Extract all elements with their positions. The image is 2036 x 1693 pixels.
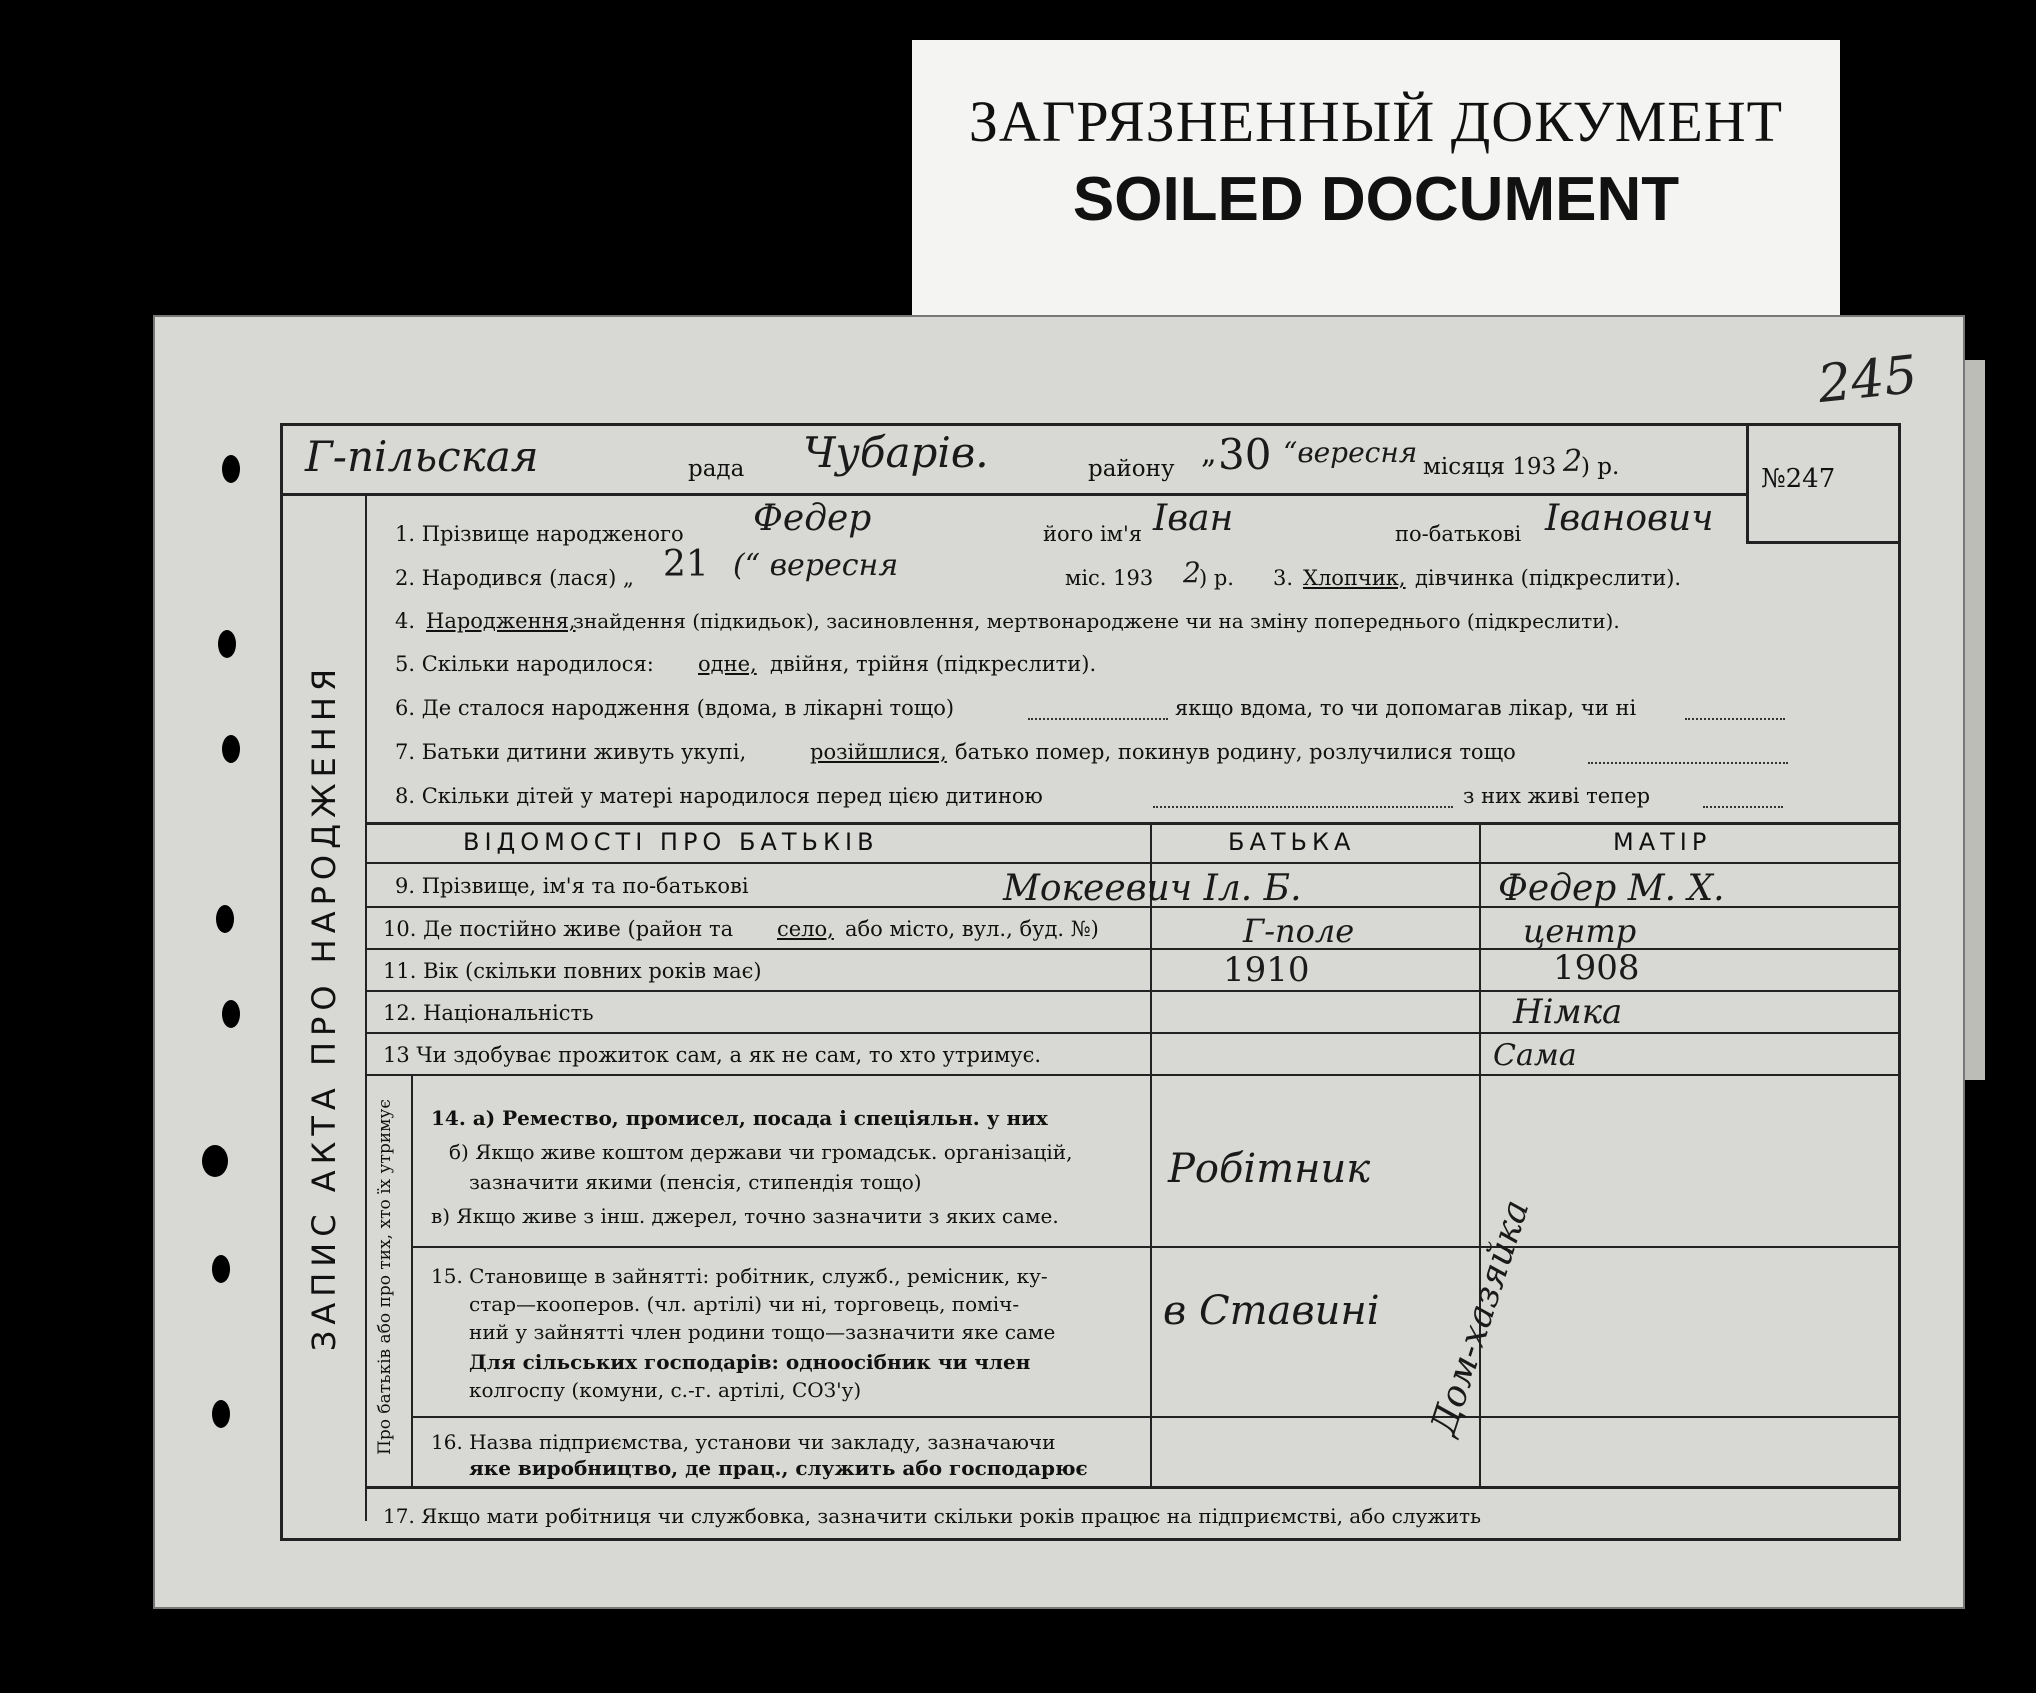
- mother-column-head: МАТІР: [1613, 828, 1712, 856]
- record-number-box: [1746, 426, 1901, 544]
- line-8-mid: з них живі тепер: [1463, 784, 1651, 808]
- label-english: SOILED DOCUMENT: [1072, 165, 1680, 234]
- row-14a: 14. а) Ремество, промисел, посада і спеціяльн. у них: [431, 1106, 1048, 1130]
- year-handwritten: 2: [1563, 444, 1583, 479]
- page-number: 245: [1815, 344, 1921, 416]
- row-line: [365, 948, 1898, 950]
- line-3-num: 3.: [1273, 566, 1294, 590]
- row-13-label: 13 Чи здобуває прожиток сам, а як не сам, то хто утримує.: [383, 1043, 1042, 1067]
- father-name: Мокеевич Іл. Б.: [1003, 868, 1302, 909]
- row-14b-2: зазначити якими (пенсія, стипендія тощо): [469, 1170, 922, 1194]
- father-col-line: [1150, 822, 1152, 1486]
- form-frame: [280, 423, 1901, 1541]
- row-line: [411, 1416, 1898, 1418]
- row-11-label: 11. Вік (скільки повних років має): [383, 959, 762, 983]
- row-15-2: стар—кооперов. (чл. артілі) чи ні, торговець, поміч-: [469, 1292, 1020, 1316]
- line-4-rest: знайдення (підкидьок), засиновлення, мертвонароджене чи на зміну попереднього (підкреслити).: [573, 609, 1620, 633]
- mother-age: 1908: [1553, 948, 1640, 988]
- line-6-dots-end: [1685, 718, 1785, 720]
- line-8-dots-end: [1703, 806, 1783, 808]
- month-label: місяця 193: [1423, 454, 1557, 480]
- margin-mark: [212, 1400, 230, 1428]
- side-title-column: [283, 493, 367, 1521]
- row-line: [365, 1074, 1898, 1076]
- margin-mark: [222, 455, 240, 483]
- line-2-label: 2. Народився (лася) „: [395, 566, 634, 590]
- line-7-separated: розійшлися,: [810, 740, 947, 764]
- child-patronymic-label: по-батькові: [1395, 522, 1522, 546]
- line-7-dots: [1588, 762, 1788, 764]
- row-14b-1: б) Якщо живе коштом держави чи громадськ. організацій,: [449, 1140, 1073, 1164]
- line-4-birth: Народження,: [426, 609, 576, 633]
- side-title: ЗАПИС АКТА ПРО НАРОДЖЕННЯ: [305, 662, 343, 1352]
- child-name: Іван: [1153, 498, 1234, 539]
- table-top-line: [365, 822, 1898, 825]
- row-15-4: Для сільських господарів: одноосібник чи член: [469, 1350, 1031, 1374]
- side-subtitle-column: [362, 1072, 408, 1482]
- line-6-rest: якщо вдома, то чи допомагав лікар, чи ні: [1175, 696, 1637, 720]
- line-8-dots: [1153, 806, 1453, 808]
- soiled-document-label: [912, 40, 1840, 340]
- row-10-village: село,: [777, 917, 834, 941]
- child-patronymic: Іванович: [1545, 498, 1714, 539]
- line-3-rest: дівчинка (підкреслити).: [1415, 566, 1682, 590]
- row-10-label: 10. Де постійно живе (район та: [383, 917, 734, 941]
- father-occupation: Робітник: [1168, 1146, 1371, 1192]
- row-line: [411, 1246, 1898, 1248]
- line-5-single: одне,: [698, 652, 757, 676]
- table-head-line: [365, 862, 1898, 864]
- sub-col-line: [411, 1074, 413, 1486]
- margin-mark: [202, 1145, 228, 1177]
- birth-month: (“ вересня: [733, 548, 899, 583]
- row-16-1: 16. Назва підприємства, установи чи закладу, зазначаючи: [431, 1430, 1056, 1454]
- district-handwritten: Чубарів.: [803, 428, 989, 477]
- line-6-label: 6. Де сталося народження (вдома, в лікарні тощо): [395, 696, 955, 720]
- row-15-1: 15. Становище в зайнятті: робітник, служб., ремісник, ку-: [431, 1264, 1048, 1288]
- row-12-label: 12. Національність: [383, 1001, 594, 1025]
- council-handwritten: Г-пільская: [305, 432, 539, 481]
- line-1-label: 1. Прізвище народженого: [395, 522, 684, 546]
- margin-mark: [222, 735, 240, 763]
- child-surname: Федер: [753, 498, 872, 539]
- mother-occupation: Дом-хазяйка: [1422, 1195, 1538, 1441]
- info-column-head: ВІДОМОСТІ ПРО БАТЬКІВ: [463, 828, 879, 856]
- year-suffix: ) р.: [1581, 454, 1620, 480]
- row-10-rest: або місто, вул., буд. №): [845, 917, 1099, 941]
- row-line: [365, 1032, 1898, 1034]
- mother-residence: центр: [1523, 912, 1637, 950]
- line-6-dots: [1028, 718, 1168, 720]
- row-9-label: 9. Прізвище, ім'я та по-батькові: [395, 874, 749, 898]
- row-15-3: ний у зайнятті член родини тощо—зазначити яке саме: [469, 1320, 1056, 1344]
- margin-mark: [218, 630, 236, 658]
- row-line: [365, 1486, 1898, 1489]
- father-age: 1910: [1223, 950, 1310, 990]
- line-5-rest: двійня, трійня (підкреслити).: [770, 652, 1097, 676]
- row-line: [365, 990, 1898, 992]
- side-subtitle: Про батьків або про тих, хто їх утримує: [375, 1099, 395, 1455]
- mother-livelihood: Сама: [1493, 1038, 1577, 1073]
- day-handwritten: 30: [1218, 430, 1272, 479]
- father-residence: Г-поле: [1243, 912, 1355, 950]
- child-name-label: його ім'я: [1043, 522, 1143, 546]
- mother-name: Федер М. Х.: [1498, 868, 1725, 909]
- row-15-5: колгоспу (комуни, с.-г. артілі, СОЗ'у): [469, 1378, 862, 1402]
- council-label: рада: [688, 456, 745, 482]
- line-2-end: ) р.: [1199, 566, 1234, 590]
- father-column-head: БАТЬКА: [1228, 828, 1356, 856]
- row-16-2: яке виробництво, де прац., служить або господарює: [469, 1456, 1088, 1480]
- line-7-rest: батько помер, покинув родину, розлучилися тощо: [955, 740, 1516, 764]
- birth-day: 21: [663, 544, 709, 585]
- line-8-label: 8. Скільки дітей у матері народилося перед цією дитиною: [395, 784, 1043, 808]
- margin-mark: [216, 905, 234, 933]
- district-label: району: [1088, 456, 1175, 482]
- line-7-label: 7. Батьки дитини живуть укупі,: [395, 740, 747, 764]
- record-number: №247: [1761, 464, 1836, 494]
- line-2-mid: міс. 193: [1065, 566, 1154, 590]
- margin-mark: [222, 1000, 240, 1028]
- father-position: в Ставині: [1163, 1288, 1380, 1334]
- day-quote: „: [1201, 436, 1217, 471]
- row-14c: в) Якщо живе з інш. джерел, точно зазначити з яких саме.: [431, 1204, 1059, 1228]
- line-4-num: 4.: [395, 609, 416, 633]
- mother-nationality: Німка: [1513, 992, 1623, 1032]
- line-5-label: 5. Скільки народилося:: [395, 652, 654, 676]
- line-3-boy: Хлопчик,: [1303, 566, 1406, 590]
- label-russian: ЗАГРЯЗНЕННЫЙ ДОКУМЕНТ: [968, 89, 1784, 154]
- margin-mark: [212, 1255, 230, 1283]
- month-handwritten: “вересня: [1283, 436, 1418, 469]
- row-17: 17. Якщо мати робітниця чи службовка, зазначити скільки років працює на підприємстві, або служить: [383, 1504, 1481, 1528]
- birth-year-digit: 2: [1183, 556, 1201, 589]
